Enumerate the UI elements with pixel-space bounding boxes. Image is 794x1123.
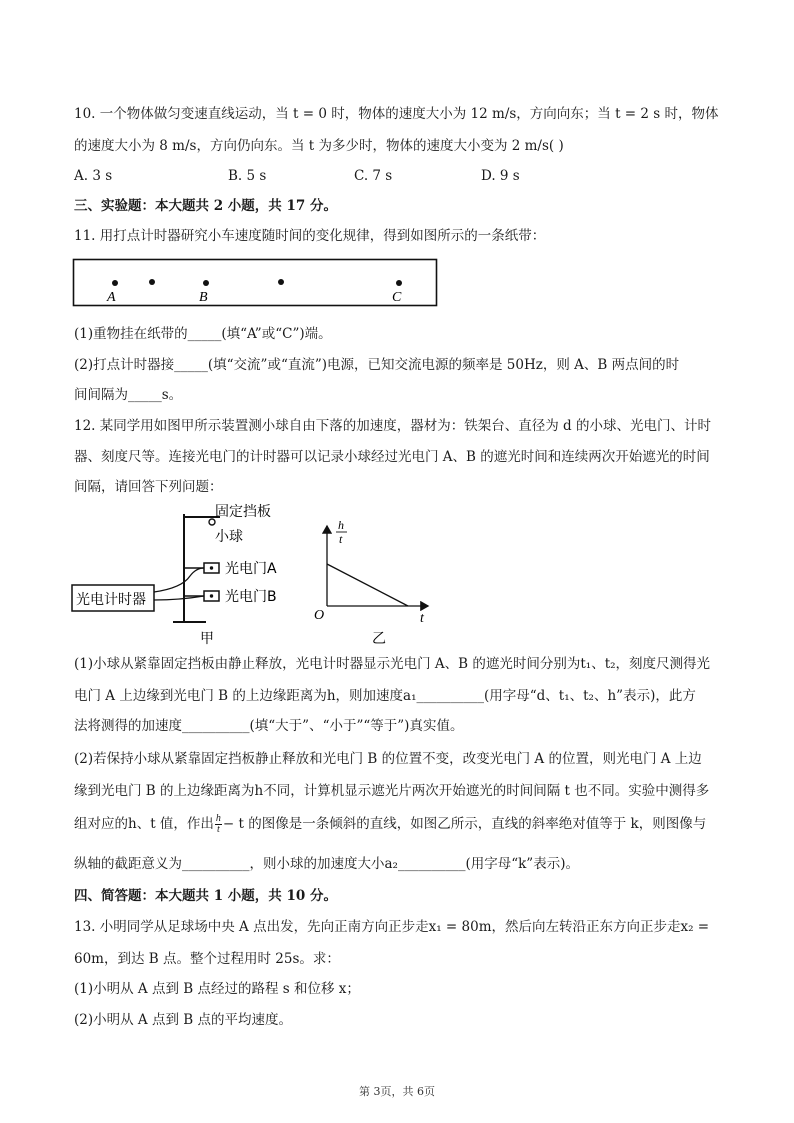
tape-dot-c [396, 280, 402, 286]
q12-part2-line3 [74, 814, 706, 835]
q12-part1-line1: (1)小球从紧靠固定挡板由静止释放，光电计时器显示光电门 A、B 的遮光时间分别为t₁、t₂，刻度尺测得光 [74, 656, 711, 672]
q10-line1: 10. 一个物体做匀变速直线运动，当 t = 0 时，物体的速度大小为 12 m/s，方向向东；当 t = 2 s 时，物体 [74, 106, 719, 122]
tape-label-c: C [392, 290, 402, 305]
q11-part2-line1: (2)打点计时器接_____(填“交流”或“直流”)电源，已知交流电源的频率是 50Hz，则 A、B 两点间的时 [74, 357, 680, 373]
fraction-den: t [217, 824, 220, 835]
q10-option-b: B. 5 s [228, 168, 267, 184]
tape-dot-a [112, 280, 118, 286]
label-baffle: 固定挡板 [215, 504, 271, 520]
q12-part2-line3-b: − t 的图像是一条倾斜的直线，如图乙所示，直线的斜率绝对值等于 k，则图像与 [222, 816, 707, 832]
q11-stem: 11. 用打点计时器研究小车速度随时间的变化规律，得到如图所示的一条纸带： [74, 228, 546, 244]
caption-jia: 甲 [200, 631, 214, 647]
q13-part1: (1)小明从 A 点到 B 点经过的路程 s 和位移 x； [74, 981, 360, 997]
fraction-num: h [215, 813, 221, 824]
q12-stem-line1: 12. 某同学用如图甲所示装置测小球自由下落的加速度，器材为：铁架台、直径为 d 的小球、光电门、计时 [74, 418, 711, 434]
h-over-t-fraction [215, 814, 222, 835]
figure-jia [70, 500, 310, 650]
paper-tape [74, 260, 437, 306]
section4-title: 四、简答题：本大题共 1 小题，共 10 分。 [74, 888, 337, 904]
wire-a [154, 568, 204, 592]
tape-dot-2 [149, 279, 155, 285]
paper-tape-figure [72, 258, 440, 310]
q12-part2-line1: (2)若保持小球从紧靠固定挡板静止释放和光电门 B 的位置不变，改变光电门 A 的位置，则光电门 A 上边 [74, 751, 702, 767]
origin-label: O [314, 608, 325, 623]
label-timer: 光电计时器 [76, 592, 146, 608]
q11-part2-line2: 间间隔为_____s。 [74, 387, 183, 403]
q12-part2-line2: 缘到光电门 B 的上边缘距离为h不同，计算机显示遮光片两次开始遮光的时间间隔 t 也不同。实验中测得多 [74, 783, 710, 799]
q12-part2-line4: 纵轴的截距意义为__________，则小球的加速度大小a₂__________(用字母“k”表示)。 [74, 856, 579, 872]
q12-stem-line3: 间隔，请回答下列问题： [74, 479, 223, 495]
y-label-den: t [339, 532, 343, 546]
q10-option-a: A. 3 s [74, 168, 113, 184]
q12-part1-line2: 电门 A 上边缘到光电门 B 的上边缘距离为h，则加速度a₁__________(用字母“d、t₁、t₂、h”表示)，此方 [74, 688, 696, 704]
q12-stem-line2: 器、刻度尺等。连接光电门的计时器可以记录小球经过光电门 A、B 的遮光时间和连续两次开始遮光的时间 [74, 449, 710, 465]
label-gate-a: 光电门A [225, 561, 277, 577]
x-label: t [420, 611, 424, 626]
section3-title: 三、实验题：本大题共 2 小题，共 17 分。 [74, 198, 337, 214]
q11-part1: (1)重物挂在纸带的_____(填“A”或“C”)端。 [74, 326, 332, 342]
wire-b [154, 596, 204, 600]
q13-part2: (2)小明从 A 点到 B 点的平均速度。 [74, 1012, 292, 1028]
graph-line [327, 564, 408, 606]
figure-yi [310, 518, 440, 648]
q10-line2: 的速度大小为 8 m/s，方向仍向东。当 t 为多少时，物体的速度大小变为 2 m/s( ) [74, 138, 564, 154]
tape-label-a: A [107, 290, 116, 305]
label-gate-b: 光电门B [225, 589, 277, 605]
q12-part2-line3-a: 组对应的h、t 值，作出 [74, 816, 214, 832]
q13-line1: 13. 小明同学从足球场中央 A 点出发，先向正南方向正步走x₁ = 80m，然后向左转沿正东方向正步走x₂ = [74, 919, 710, 935]
q10-option-c: C. 7 s [354, 168, 393, 184]
y-label-num: h [338, 518, 344, 532]
tape-dot-4 [278, 279, 284, 285]
q13-line2: 60m，到达 B 点。整个过程用时 25s。求： [74, 951, 340, 967]
caption-yi: 乙 [372, 631, 386, 647]
q12-part1-line3: 法将测得的加速度__________(填“大于”、“小于”“等于”)真实值。 [74, 718, 464, 734]
q10-option-d: D. 9 s [481, 168, 520, 184]
tape-dot-b [203, 280, 209, 286]
tape-label-b: B [199, 290, 208, 305]
page-footer: 第 3页，共 6页 [359, 1085, 435, 1098]
label-ball: 小球 [215, 529, 243, 545]
